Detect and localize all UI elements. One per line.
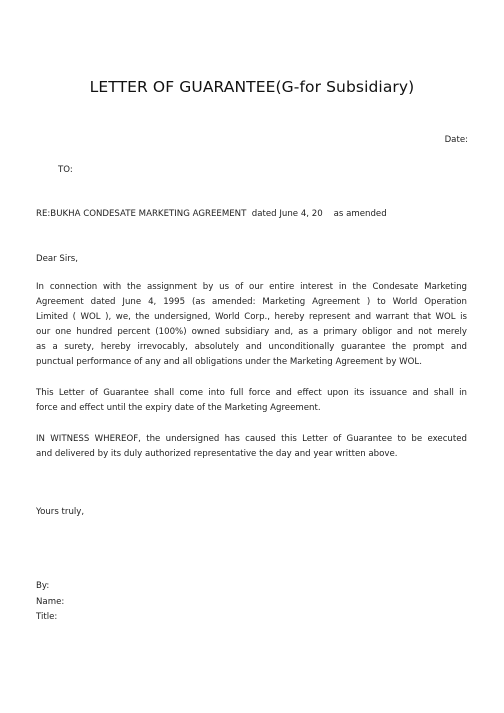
date-label: Date:: [444, 135, 468, 145]
paragraph-line: as a surety, hereby irrevocably, absolutely and unconditionally guarantee the prompt and: [36, 342, 467, 352]
paragraph-line: force and effect until the expiry date of the Marketing Agreement.: [36, 403, 321, 413]
paragraph-effect: [36, 386, 467, 416]
paragraph-assignment: [36, 280, 467, 370]
paragraph-line: our one hundred percent (100%) owned subsidiary and, as a primary obligor and not merely: [36, 327, 467, 337]
paragraph-line: IN WITNESS WHEREOF, the undersigned has caused this Letter of Guarantee to be executed: [36, 434, 467, 444]
paragraph-line: punctual performance of any and all obligations under the Marketing Agreement by WOL.: [36, 357, 422, 367]
name-label: Name:: [36, 597, 65, 607]
re-line: RE:BUKHA CONDESATE MARKETING AGREEMENT dated June 4, 20 as amended: [36, 209, 387, 219]
document-title: LETTER OF GUARANTEE(G-for Subsidiary): [89, 78, 415, 96]
to-label: TO:: [58, 165, 73, 175]
salutation: Dear Sirs,: [36, 254, 79, 264]
paragraph-witness: [36, 432, 467, 462]
paragraph-line: Limited ( WOL ), we, the undersigned, World Corp., hereby represent and warrant that WOL is: [36, 312, 467, 322]
closing: Yours truly,: [36, 507, 85, 517]
paragraph-line: In connection with the assignment by us of our entire interest in the Condesate Marketing: [36, 282, 467, 292]
paragraph-line: and delivered by its duly authorized representative the day and year written above.: [36, 449, 398, 459]
paragraph-line: This Letter of Guarantee shall come into full force and effect upon its issuance and shall in: [36, 388, 467, 398]
by-label: By:: [36, 581, 50, 591]
paragraph-line: Agreement dated June 4, 1995 (as amended: Marketing Agreement ) to World Operation: [36, 297, 467, 307]
title-label: Title:: [36, 612, 58, 622]
